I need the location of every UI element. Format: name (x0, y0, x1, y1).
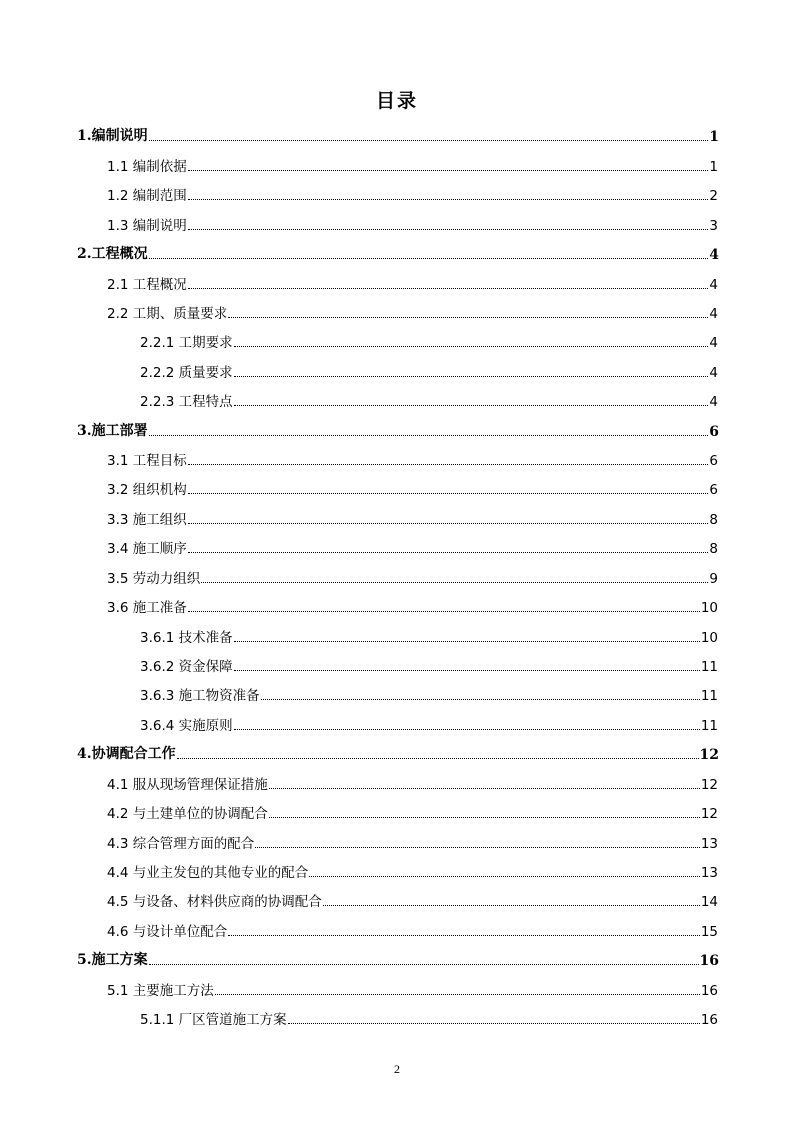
toc-entry-title: 3.2 组织机构 (107, 482, 187, 499)
toc-entry-title: 3.1 工程目标 (107, 453, 187, 470)
toc-entry[interactable] (0, 415, 794, 444)
dot-leader (323, 904, 700, 906)
dot-leader (149, 139, 709, 141)
dot-leader (269, 816, 700, 818)
toc-entry[interactable] (0, 827, 794, 856)
toc-entry-page: 16 (699, 953, 719, 970)
toc-entry-page: 14 (700, 894, 718, 911)
toc-entry-page: 2 (709, 188, 718, 205)
toc-entry-title: 1.1 编制依据 (107, 158, 187, 175)
toc-entry-title: 4.2 与土建单位的协调配合 (107, 806, 268, 823)
toc-entry[interactable] (0, 503, 794, 532)
toc-entry-page: 4 (709, 394, 718, 411)
page-number: 2 (394, 1062, 400, 1076)
toc-entry-title: 2.1 工程概况 (107, 276, 187, 293)
toc-entry-page: 12 (699, 747, 719, 764)
toc-entry[interactable] (0, 945, 794, 974)
dot-leader (188, 610, 700, 612)
page-title: 目录 (375, 90, 418, 112)
toc-entry-page: 11 (700, 688, 718, 705)
toc-entry-title: 2.2 工期、质量要求 (107, 305, 228, 322)
dot-leader (234, 728, 700, 730)
toc-entry[interactable] (0, 298, 794, 327)
toc-entry-page: 12 (700, 806, 718, 823)
toc-entry-page: 4 (709, 247, 719, 264)
toc-entry[interactable] (0, 592, 794, 621)
toc-entry[interactable] (0, 798, 794, 827)
toc-entry-title: 2.2.3 工程特点 (140, 394, 233, 411)
toc-entry-title: 2.工程概况 (77, 246, 148, 263)
toc-entry[interactable] (0, 680, 794, 709)
toc-entry[interactable] (0, 386, 794, 415)
dot-leader (188, 287, 709, 289)
toc-entry-page: 16 (700, 982, 718, 999)
toc-entry[interactable] (0, 886, 794, 915)
dot-leader (234, 404, 709, 406)
toc-entry-title: 4.1 服从现场管理保证措施 (107, 776, 268, 793)
toc-entry-page: 8 (709, 541, 718, 558)
toc-entry-title: 1.2 编制范围 (107, 188, 187, 205)
toc-entry-page: 4 (709, 335, 718, 352)
toc-entry-page: 6 (709, 423, 719, 440)
dot-leader (234, 640, 700, 642)
toc-entry-title: 3.5 劳动力组织 (107, 570, 201, 587)
toc-entry-title: 3.4 施工顺序 (107, 541, 187, 558)
dot-leader (234, 345, 709, 347)
toc-entry-title: 5.1.1 厂区管道施工方案 (140, 1012, 287, 1029)
toc-entry-page: 1 (709, 129, 719, 146)
toc-entry[interactable] (0, 562, 794, 591)
toc-entry-page: 11 (700, 659, 718, 676)
toc-entry-title: 1.编制说明 (77, 128, 148, 145)
toc-entry-page: 13 (700, 864, 718, 881)
dot-leader (188, 169, 709, 171)
toc-entry-page: 6 (709, 453, 718, 470)
toc-entry-page: 4 (709, 305, 718, 322)
toc-entry-title: 5.施工方案 (77, 952, 148, 969)
toc-entry[interactable] (0, 239, 794, 268)
toc-entry-page: 10 (700, 600, 718, 617)
toc-entry-page: 11 (700, 717, 718, 734)
dot-leader (188, 228, 709, 230)
dot-leader (228, 316, 708, 318)
toc-entry-title: 1.3 编制说明 (107, 217, 187, 234)
table-of-contents (0, 121, 794, 1033)
toc-entry-title: 4.协调配合工作 (77, 746, 176, 763)
toc-entry-title: 3.3 施工组织 (107, 511, 187, 528)
toc-entry[interactable] (0, 356, 794, 385)
toc-entry[interactable] (0, 474, 794, 503)
dot-leader (255, 846, 700, 848)
toc-entry-title: 5.1 主要施工方法 (107, 982, 214, 999)
toc-entry-page: 3 (709, 217, 718, 234)
toc-entry-page: 8 (709, 511, 718, 528)
dot-leader (234, 375, 709, 377)
toc-entry-title: 3.6.2 资金保障 (140, 659, 233, 676)
toc-entry[interactable] (0, 150, 794, 179)
toc-entry[interactable] (0, 857, 794, 886)
toc-entry-title: 3.施工部署 (77, 422, 148, 439)
toc-entry-page: 15 (700, 923, 718, 940)
toc-entry-title: 3.6.1 技术准备 (140, 629, 233, 646)
toc-entry-page: 13 (700, 835, 718, 852)
dot-leader (177, 757, 699, 759)
toc-entry-title: 3.6 施工准备 (107, 600, 187, 617)
dot-leader (269, 787, 700, 789)
toc-entry[interactable] (0, 739, 794, 768)
toc-entry[interactable] (0, 915, 794, 944)
toc-entry-title: 4.3 综合管理方面的配合 (107, 835, 255, 852)
dot-leader (228, 934, 700, 936)
dot-leader (149, 963, 699, 965)
toc-entry-page: 4 (709, 276, 718, 293)
toc-entry-title: 2.2.2 质量要求 (140, 364, 233, 381)
toc-entry[interactable] (0, 974, 794, 1003)
toc-entry-title: 4.6 与设计单位配合 (107, 923, 228, 940)
toc-entry[interactable] (0, 709, 794, 738)
toc-entry[interactable] (0, 621, 794, 650)
dot-leader (215, 993, 700, 995)
toc-entry-page: 9 (709, 570, 718, 587)
dot-leader (261, 698, 700, 700)
toc-entry-title: 4.5 与设备、材料供应商的协调配合 (107, 894, 322, 911)
dot-leader (288, 1022, 700, 1024)
toc-entry[interactable] (0, 327, 794, 356)
dot-leader (201, 581, 708, 583)
toc-entry[interactable] (0, 209, 794, 238)
toc-entry[interactable] (0, 180, 794, 209)
dot-leader (188, 522, 709, 524)
toc-entry[interactable] (0, 651, 794, 680)
dot-leader (149, 257, 709, 259)
toc-entry-page: 10 (700, 629, 718, 646)
toc-entry-title: 4.4 与业主发包的其他专业的配合 (107, 864, 309, 881)
toc-entry[interactable] (0, 268, 794, 297)
dot-leader (309, 875, 700, 877)
toc-entry[interactable] (0, 1004, 794, 1033)
dot-leader (149, 434, 709, 436)
toc-entry-page: 1 (709, 158, 718, 175)
toc-entry[interactable] (0, 768, 794, 797)
dot-leader (188, 492, 709, 494)
toc-entry-page: 16 (700, 1012, 718, 1029)
dot-leader (234, 669, 700, 671)
toc-entry-title: 2.2.1 工期要求 (140, 335, 233, 352)
toc-entry[interactable] (0, 533, 794, 562)
toc-entry-title: 3.6.4 实施原则 (140, 717, 233, 734)
toc-entry[interactable] (0, 121, 794, 150)
dot-leader (188, 198, 709, 200)
toc-entry-page: 4 (709, 364, 718, 381)
toc-entry-page: 12 (700, 776, 718, 793)
toc-entry[interactable] (0, 445, 794, 474)
toc-entry-page: 6 (709, 482, 718, 499)
dot-leader (188, 463, 709, 465)
dot-leader (188, 551, 709, 553)
toc-entry-title: 3.6.3 施工物资准备 (140, 688, 260, 705)
